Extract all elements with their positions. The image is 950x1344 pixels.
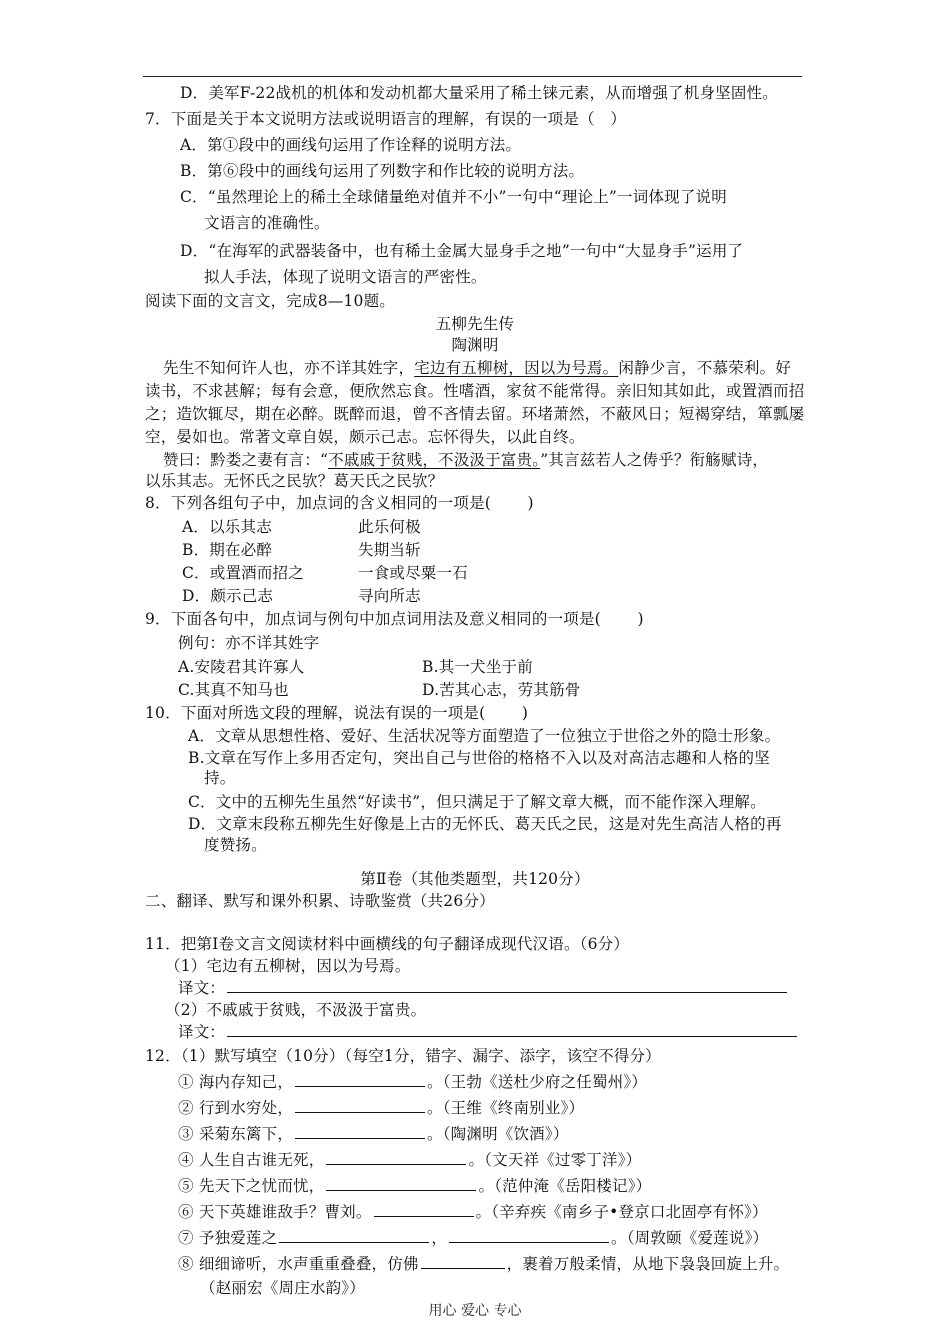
q12-stem: 12．（1）默写填空（10分）（每空1分，错字、漏字、添字，该空不得分） xyxy=(145,1047,661,1065)
q7-option-a: A．第①段中的画线句运用了作诠释的说明方法。 xyxy=(180,136,522,154)
passage-text: 闲静少言，不慕荣利。好 xyxy=(618,359,792,377)
q9-example: 例句：亦不详其姓字 xyxy=(178,634,320,652)
q8-b-left: B．期在必醉 xyxy=(182,541,273,559)
q11-answer-2 xyxy=(178,1021,799,1043)
fill-source: 。（王维《终南别业》） xyxy=(427,1099,585,1117)
passage-text: 赞曰：黔娄之妻有言：“ xyxy=(163,451,329,469)
passage-line-4: 空，晏如也。常著文章自娱，颇示己志。忘怀得失，以此自终。 xyxy=(145,428,585,446)
fill-source: 。（王勃《送杜少府之任蜀州》） xyxy=(427,1073,648,1091)
q7-stem: 7．下面是关于本文说明方法或说明语言的理解，有误的一项是（ ） xyxy=(145,110,627,128)
q9-stem: 9．下面各句中，加点词与例句中加点词用法及意义相同的一项是( ) xyxy=(145,610,644,628)
fill-text: ③ 采菊东篱下， xyxy=(178,1125,294,1143)
passage-line-6: 以乐其志。无怀氏之民欤？葛天氏之民欤？ xyxy=(145,472,444,490)
fill-blank-7a[interactable] xyxy=(279,1227,429,1243)
fill-source: 。（陶渊明《饮酒》） xyxy=(427,1125,569,1143)
fill-text: ① 海内存知己， xyxy=(178,1073,294,1091)
passage-title: 五柳先生传 xyxy=(435,315,515,333)
q7-option-c-line2: 文语言的准确性。 xyxy=(204,214,330,232)
q7-option-c-line1: C．“虽然理论上的稀土全球储量绝对值并不小”一句中“理论上”一词体现了说明 xyxy=(180,188,727,206)
q8-d-right: 寻向所志 xyxy=(358,587,421,605)
translation-label: 译文： xyxy=(178,1023,226,1041)
fill-blank-5[interactable] xyxy=(326,1175,476,1191)
fill-text: ⑤ 先天下之忧而忧， xyxy=(178,1177,325,1195)
fill-text: ⑧ 细细谛听，水声重重叠叠，仿佛 xyxy=(178,1255,419,1273)
q9-option-d: D.苦其心志，劳其筋骨 xyxy=(422,681,581,699)
q11-answer-1 xyxy=(178,977,789,999)
fill-source: 。（周敦颐《爱莲说》） xyxy=(611,1229,769,1247)
fill-item-1 xyxy=(178,1071,647,1093)
part-two-heading: 第Ⅱ卷（其他类题型，共120分） xyxy=(360,870,590,888)
q11-sentence-2: （2）不戚戚于贫贱，不汲汲于富贵。 xyxy=(165,1001,427,1019)
q7-option-d-line1: D．“在海军的武器装备中，也有稀土金属大显身手之地”一句中“大显身手”运用了 xyxy=(180,242,744,260)
fill-blank-3[interactable] xyxy=(295,1123,425,1139)
fill-text: ， xyxy=(431,1229,448,1247)
fill-item-6 xyxy=(178,1201,768,1223)
fill-source: 。（范仲淹《岳阳楼记》） xyxy=(478,1177,652,1195)
fill-text: ④ 人生自古谁无死， xyxy=(178,1151,325,1169)
fill-item-4 xyxy=(178,1149,641,1171)
q8-a-right: 此乐何极 xyxy=(358,518,421,536)
passage-author: 陶渊明 xyxy=(451,336,499,354)
fill-item-3 xyxy=(178,1123,569,1145)
q8-c-right: 一食或尽粟一石 xyxy=(358,564,468,582)
passage-line-1 xyxy=(163,357,791,379)
q9-option-a: A.安陵君其许寡人 xyxy=(178,658,305,676)
passage-line-3: 之；造饮辄尽，期在必醉。既醉而退，曾不吝情去留。环堵萧然，不蔽风日；短褐穿结，箪瓢屡 xyxy=(145,405,805,423)
translation-blank-1[interactable] xyxy=(227,977,787,993)
fill-blank-2[interactable] xyxy=(295,1097,425,1113)
fill-blank-8[interactable] xyxy=(421,1253,505,1269)
passage-text: 先生不知何许人也，亦不详其姓字， xyxy=(163,359,415,377)
fill-item-5 xyxy=(178,1175,651,1197)
q7-option-d-line2: 拟人手法，体现了说明文语言的严密性。 xyxy=(204,268,487,286)
fill-source: 。（辛弃疾《南乡子•登京口北固亭有怀》） xyxy=(475,1203,768,1221)
fill-text: ⑥ 天下英雄谁敌手？曹刘。 xyxy=(178,1203,372,1221)
page-footer: 用心 爱心 专心 xyxy=(428,1303,522,1319)
q9-option-b: B.其一犬坐于前 xyxy=(422,658,533,676)
fill-text: ② 行到水穷处， xyxy=(178,1099,294,1117)
q6-option-d: D．美军F-22战机的机体和发动机都大量采用了稀土铼元素，从而增强了机身坚固性。 xyxy=(180,84,778,102)
q10-option-c: C．文中的五柳先生虽然“好读书”，但只满足于了解文章大概，而不能作深入理解。 xyxy=(188,793,766,811)
q10-option-b-line2: 持。 xyxy=(204,769,236,787)
q10-option-d-line1: D．文章末段称五柳先生好像是上古的无怀氏、葛天氏之民，这是对先生高洁人格的再 xyxy=(188,815,782,833)
q9-option-c: C.其真不知马也 xyxy=(178,681,289,699)
fill-blank-7b[interactable] xyxy=(449,1227,609,1243)
q8-c-left: C．或置酒而招之 xyxy=(182,564,304,582)
q8-b-right: 失期当斩 xyxy=(358,541,421,559)
fill-item-2 xyxy=(178,1097,584,1119)
reading-intro: 阅读下面的文言文，完成8—10题。 xyxy=(145,292,395,310)
q10-option-b-line1: B.文章在写作上多用否定句，突出自己与世俗的格格不入以及对高洁志趣和人格的坚 xyxy=(188,749,770,767)
q8-stem: 8．下列各组句子中，加点词的含义相同的一项是( ) xyxy=(145,494,534,512)
fill-source: 。（文天祥《过零丁洋》） xyxy=(468,1151,642,1169)
section-two-heading: 二、翻译、默写和课外积累、诗歌鉴赏（共26分） xyxy=(145,892,495,910)
q11-stem: 11．把第Ⅰ卷文言文阅读材料中画横线的句子翻译成现代汉语。（6分） xyxy=(145,935,630,953)
underlined-sentence-2: 不戚戚于贫贱，不汲汲于富贵。 xyxy=(328,451,541,469)
translation-label: 译文： xyxy=(178,979,226,997)
passage-text: ”其言兹若人之俦乎？衔觞赋诗， xyxy=(540,451,769,469)
q10-option-d-line2: 度赞扬。 xyxy=(204,836,267,854)
q7-option-b: B．第⑥段中的画线句运用了列数字和作比较的说明方法。 xyxy=(180,162,585,180)
fill-blank-6[interactable] xyxy=(374,1201,474,1217)
translation-blank-2[interactable] xyxy=(227,1021,797,1037)
fill-text: ⑦ 予独爱莲之 xyxy=(178,1229,278,1247)
q10-stem: 10．下面对所选文段的理解，说法有误的一项是( ) xyxy=(145,704,529,722)
fill-item-7 xyxy=(178,1227,768,1249)
fill-item-8 xyxy=(178,1253,789,1275)
fill-blank-4[interactable] xyxy=(326,1149,466,1165)
header-rule xyxy=(143,76,802,77)
fill-text: ，裹着万般柔情，从地下袅袅回旋上升。 xyxy=(506,1255,790,1273)
fill-item-8-source: （赵丽宏《周庄水韵》） xyxy=(200,1279,365,1297)
q11-sentence-1: （1）宅边有五柳树，因以为号焉。 xyxy=(165,957,411,975)
q8-a-left: A．以乐其志 xyxy=(182,518,272,536)
q10-option-a: A．文章从思想性格、爱好、生活状况等方面塑造了一位独立于世俗之外的隐士形象。 xyxy=(188,727,781,745)
q8-d-left: D．颇示己志 xyxy=(182,587,274,605)
fill-blank-1[interactable] xyxy=(295,1071,425,1087)
passage-line-2: 读书，不求甚解；每有会意，便欣然忘食。性嗜酒，家贫不能常得。亲旧知其如此，或置酒而招 xyxy=(145,382,805,400)
underlined-sentence-1: 宅边有五柳树，因以为号焉。 xyxy=(414,359,619,377)
passage-line-5 xyxy=(163,449,768,471)
